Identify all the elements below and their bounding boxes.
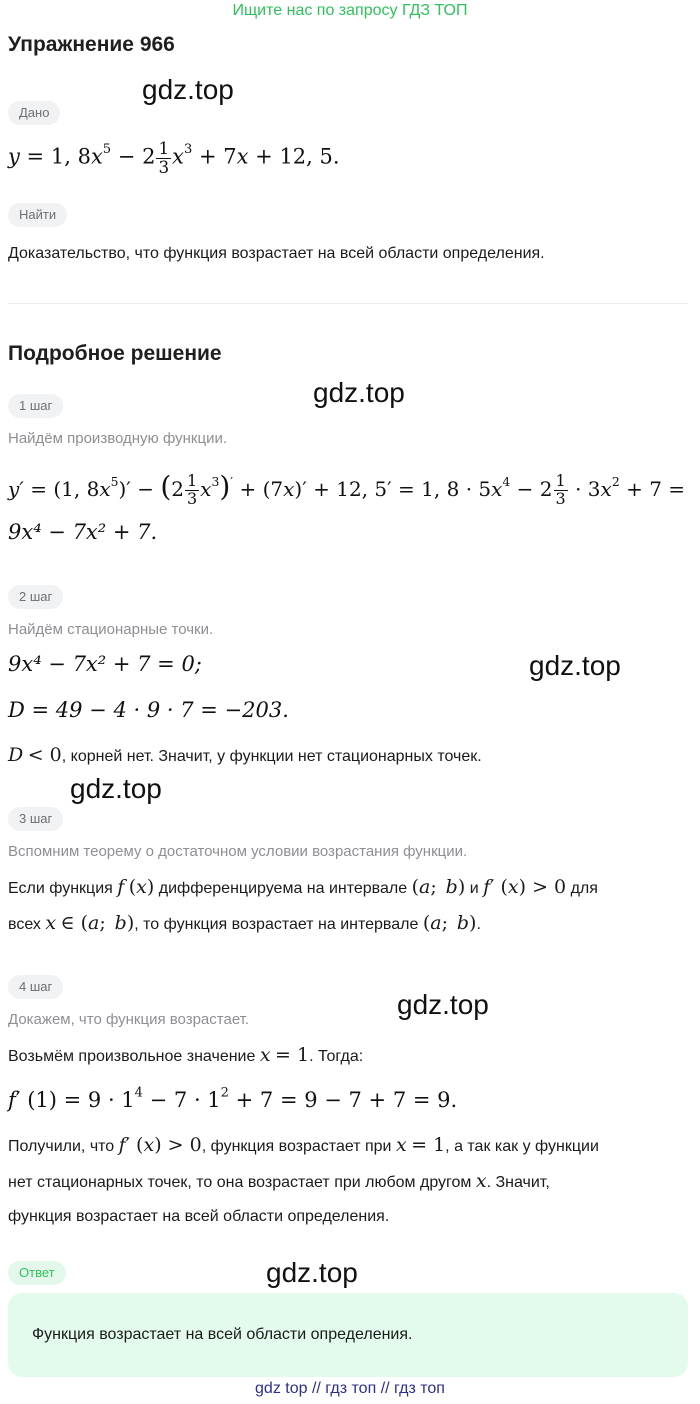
equation: 9x⁴ − 7x² + 7 = 0; — [8, 652, 202, 676]
proof-line-2: Получили, что f′ (x) > 0, функция возрастает при x = 1, а так как у функции — [8, 1134, 599, 1156]
step-description: Вспомним теорему о достаточном условии возрастания функции. — [8, 843, 468, 860]
find-text: Доказательство, что функция возрастает на всей области определения. — [8, 245, 545, 262]
watermark: gdz.top — [529, 650, 621, 681]
given-formula: y = 1, $8x^5 - 2$ $\frac{1}{3}$ $x^3 + 7x + 12$, 5. — [8, 138, 340, 177]
proof-line-1: Возьмём произвольное значение x = 1. Тогда: — [8, 1044, 364, 1066]
footer-links[interactable]: gdz top // гдз топ // гдз топ — [255, 1380, 445, 1397]
proof-line-4: функция возрастает на всей области определения. — [8, 1208, 390, 1225]
derivative-result: 9x⁴ − 7x² + 7. — [8, 520, 158, 544]
step-description: Найдём стационарные точки. — [8, 621, 214, 638]
theorem-line-2: всех x ∈ (a; b), то функция возрастает на интервале (a; b). — [8, 912, 481, 934]
given-badge: Дано — [8, 101, 60, 125]
watermark: gdz.top — [142, 74, 234, 105]
step-badge: 4 шаг — [8, 975, 63, 999]
solution-title: Подробное решение — [8, 342, 222, 365]
step-badge: 1 шаг — [8, 394, 63, 418]
discriminant: D = 49 − 4 · 9 · 7 = −203. — [8, 698, 289, 722]
watermark: gdz.top — [313, 377, 405, 408]
derivative-formula: y′ = (1, $8x^5)' - (2$ $\frac{1}{3}$ $x^3)' + (7x)' + 12$, 5′ = 1, $8 \cdot 5x^4 - 2$ $\frac{1}{3}$ · $3x^2 + 7$ = — [8, 470, 686, 508]
watermark: gdz.top — [70, 773, 162, 804]
step-conclusion: D < 0, корней нет. Значит, у функции нет стационарных точек. — [8, 744, 482, 766]
watermark: gdz.top — [397, 989, 489, 1020]
proof-line-3: нет стационарных точек, то она возрастает при любом другом x. Значит, — [8, 1170, 550, 1192]
find-badge: Найти — [8, 203, 67, 227]
page-title: Упражнение 966 — [8, 33, 175, 56]
theorem-line-1: Если функция f (x) дифференцируема на интервале (a; b) и f′ (x) > 0 для — [8, 876, 598, 898]
step-badge: 3 шаг — [8, 807, 63, 831]
step-description: Найдём производную функции. — [8, 430, 227, 447]
answer-badge: Ответ — [8, 1261, 66, 1285]
step-description: Докажем, что функция возрастает. — [8, 1011, 250, 1028]
top-banner[interactable]: Ищите нас по запросу ГДЗ ТОП — [232, 2, 468, 19]
step-badge: 2 шаг — [8, 585, 63, 609]
watermark: gdz.top — [266, 1257, 358, 1288]
answer-text: Функция возрастает на всей области определения. — [32, 1326, 413, 1343]
proof-formula: f′ $(1) = 9 \cdot 1^4 - 7 \cdot 1^2 + 7 = 9 - 7 + 7 = 9$. — [8, 1085, 458, 1112]
divider — [8, 303, 688, 304]
